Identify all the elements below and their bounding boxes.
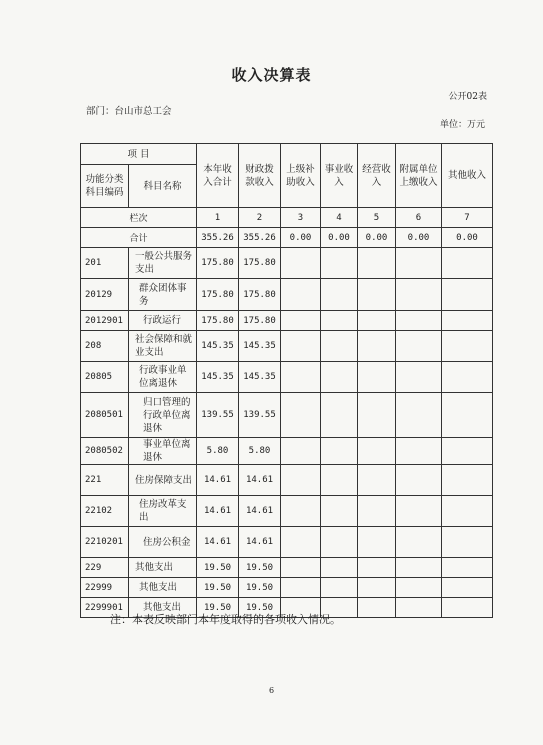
row-total-income: 14.61 [197, 496, 239, 527]
unit-label: 单位：万元 [439, 120, 485, 130]
header-col-1: 本年收入合计 [197, 144, 239, 208]
total-value: 355.26 [239, 228, 281, 248]
empty-cell [281, 496, 321, 527]
column-number: 6 [396, 208, 442, 228]
empty-cell [281, 331, 321, 362]
row-subject-name: 住房改革支出 [129, 496, 197, 527]
row-code: 22102 [81, 496, 129, 527]
form-number: 公开02表 [448, 92, 487, 102]
empty-cell [321, 578, 358, 598]
total-row-label: 合计 [81, 228, 197, 248]
row-code: 2080501 [81, 393, 129, 438]
row-fiscal-income: 175.80 [239, 311, 281, 331]
row-code: 2210201 [81, 527, 129, 558]
empty-cell [442, 362, 493, 393]
row-fiscal-income: 5.80 [239, 438, 281, 465]
empty-cell [281, 248, 321, 279]
column-number: 5 [358, 208, 396, 228]
row-subject-name: 其他支出 [129, 578, 197, 598]
empty-cell [321, 331, 358, 362]
empty-cell [396, 393, 442, 438]
empty-cell [396, 248, 442, 279]
table-row [81, 558, 493, 578]
row-fiscal-income: 19.50 [239, 578, 281, 598]
empty-cell [321, 496, 358, 527]
row-fiscal-income: 175.80 [239, 248, 281, 279]
header-func-code: 功能分类科目编码 [81, 165, 129, 208]
empty-cell [396, 331, 442, 362]
row-fiscal-income: 175.80 [239, 279, 281, 311]
table-row [81, 438, 493, 465]
empty-cell [358, 438, 396, 465]
row-code: 208 [81, 331, 129, 362]
table-row [81, 496, 493, 527]
total-value: 0.00 [281, 228, 321, 248]
header-col-6: 附属单位上缴收入 [396, 144, 442, 208]
table-row [81, 527, 493, 558]
empty-cell [396, 558, 442, 578]
row-subject-name: 一般公共服务支出 [129, 248, 197, 279]
row-subject-name: 归口管理的行政单位离退休 [129, 393, 197, 438]
row-fiscal-income: 145.35 [239, 362, 281, 393]
row-fiscal-income: 139.55 [239, 393, 281, 438]
empty-cell [321, 558, 358, 578]
column-number: 7 [442, 208, 493, 228]
empty-cell [358, 578, 396, 598]
row-subject-name: 行政运行 [129, 311, 197, 331]
row-total-income: 175.80 [197, 248, 239, 279]
column-number: 3 [281, 208, 321, 228]
total-value: 0.00 [358, 228, 396, 248]
empty-cell [358, 496, 396, 527]
table-row [81, 331, 493, 362]
empty-cell [321, 527, 358, 558]
empty-cell [442, 438, 493, 465]
empty-cell [442, 598, 493, 618]
empty-cell [396, 438, 442, 465]
row-code: 2080502 [81, 438, 129, 465]
row-subject-name: 住房公积金 [129, 527, 197, 558]
row-subject-name: 其他支出 [129, 598, 197, 618]
page-title: 收入决算表 [231, 66, 312, 84]
row-fiscal-income: 14.61 [239, 465, 281, 496]
header-col-5: 经营收入 [358, 144, 396, 208]
empty-cell [281, 393, 321, 438]
table-row [81, 393, 493, 438]
income-table [80, 143, 493, 618]
row-code: 201 [81, 248, 129, 279]
empty-cell [281, 311, 321, 331]
empty-cell [281, 362, 321, 393]
row-subject-name: 群众团体事务 [129, 279, 197, 311]
empty-cell [396, 311, 442, 331]
row-total-income: 19.50 [197, 598, 239, 618]
empty-cell [442, 279, 493, 311]
empty-cell [321, 465, 358, 496]
empty-cell [358, 331, 396, 362]
empty-cell [321, 279, 358, 311]
empty-cell [281, 438, 321, 465]
row-fiscal-income: 145.35 [239, 331, 281, 362]
empty-cell [358, 279, 396, 311]
empty-cell [396, 578, 442, 598]
row-fiscal-income: 19.50 [239, 598, 281, 618]
empty-cell [281, 465, 321, 496]
header-col-2: 财政拨款收入 [239, 144, 281, 208]
column-number: 2 [239, 208, 281, 228]
empty-cell [396, 279, 442, 311]
row-total-income: 5.80 [197, 438, 239, 465]
empty-cell [442, 558, 493, 578]
empty-cell [442, 248, 493, 279]
empty-cell [358, 598, 396, 618]
header-project: 项 目 [81, 144, 197, 165]
table-row [81, 362, 493, 393]
empty-cell [442, 527, 493, 558]
empty-cell [396, 527, 442, 558]
empty-cell [358, 362, 396, 393]
empty-cell [358, 393, 396, 438]
table-row [81, 279, 493, 311]
empty-cell [442, 578, 493, 598]
empty-cell [321, 393, 358, 438]
column-number: 4 [321, 208, 358, 228]
page-number: 6 [268, 686, 275, 695]
empty-cell [358, 248, 396, 279]
row-total-income: 145.35 [197, 331, 239, 362]
row-fiscal-income: 14.61 [239, 527, 281, 558]
empty-cell [358, 311, 396, 331]
header-col-3: 上级补助收入 [281, 144, 321, 208]
empty-cell [396, 362, 442, 393]
table-row [81, 465, 493, 496]
row-fiscal-income: 19.50 [239, 558, 281, 578]
empty-cell [281, 527, 321, 558]
header-subject-name: 科目名称 [129, 165, 197, 208]
row-subject-name: 事业单位离退休 [129, 438, 197, 465]
header-col-7: 其他收入 [442, 144, 493, 208]
row-code: 229 [81, 558, 129, 578]
row-total-income: 145.35 [197, 362, 239, 393]
empty-cell [321, 248, 358, 279]
row-fiscal-income: 14.61 [239, 496, 281, 527]
empty-cell [396, 465, 442, 496]
row-code: 22999 [81, 578, 129, 598]
total-value: 0.00 [396, 228, 442, 248]
empty-cell [396, 496, 442, 527]
table-row [81, 311, 493, 331]
row-total-income: 175.80 [197, 279, 239, 311]
department-label: 部门：台山市总工会 [86, 106, 172, 117]
column-row-label: 栏次 [81, 208, 197, 228]
empty-cell [442, 311, 493, 331]
row-code: 2012901 [81, 311, 129, 331]
empty-cell [281, 578, 321, 598]
row-total-income: 14.61 [197, 527, 239, 558]
empty-cell [358, 558, 396, 578]
empty-cell [396, 598, 442, 618]
row-subject-name: 社会保障和就业支出 [129, 331, 197, 362]
table-note: 注：本表反映部门本年度取得的各项收入情况。 [110, 613, 341, 626]
empty-cell [358, 527, 396, 558]
row-subject-name: 行政事业单位离退休 [129, 362, 197, 393]
empty-cell [321, 438, 358, 465]
table-row [81, 578, 493, 598]
total-value: 0.00 [442, 228, 493, 248]
empty-cell [321, 311, 358, 331]
column-number: 1 [197, 208, 239, 228]
empty-cell [442, 465, 493, 496]
empty-cell [281, 279, 321, 311]
empty-cell [442, 331, 493, 362]
header-col-4: 事业收入 [321, 144, 358, 208]
row-total-income: 14.61 [197, 465, 239, 496]
table-row [81, 248, 493, 279]
row-code: 2299901 [81, 598, 129, 618]
row-total-income: 175.80 [197, 311, 239, 331]
empty-cell [442, 393, 493, 438]
row-subject-name: 其他支出 [129, 558, 197, 578]
row-total-income: 19.50 [197, 578, 239, 598]
empty-cell [321, 362, 358, 393]
row-code: 20805 [81, 362, 129, 393]
empty-cell [442, 496, 493, 527]
row-total-income: 19.50 [197, 558, 239, 578]
row-code: 221 [81, 465, 129, 496]
empty-cell [281, 558, 321, 578]
total-value: 355.26 [197, 228, 239, 248]
row-total-income: 139.55 [197, 393, 239, 438]
row-subject-name: 住房保障支出 [129, 465, 197, 496]
total-value: 0.00 [321, 228, 358, 248]
row-code: 20129 [81, 279, 129, 311]
empty-cell [358, 465, 396, 496]
